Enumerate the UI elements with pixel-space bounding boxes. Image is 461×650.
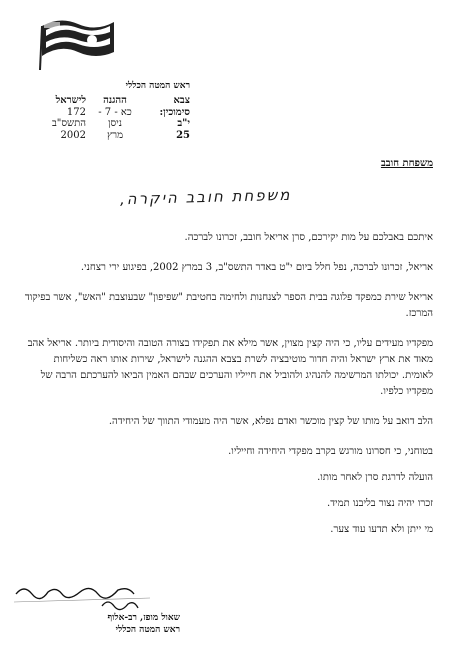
ref-cell: 25 [176, 129, 190, 141]
ref-cell: 172 [66, 106, 86, 118]
ref-cell: 2002 [60, 129, 86, 141]
ref-cell: צבא [173, 95, 190, 106]
reference-row [16, 130, 190, 142]
paragraph: מפקדיו מעידים עליו, כי היה קצין מצוין, אשר מילא את תפקידו בצורה הטובה והיסודית ביותר. אריאל אהב מאוד את ארץ ישראל והיה חדור מוטיבציה לשרת בצבא ההגנה לישראל, שירות אותו ראה כשליחות לאומית. יכולתו המרשימה להנהיג ולהוביל את חייליו והערכים שבהם האמין הביאו להערכתם הרבה של מפקדיו כלפיו. [27, 338, 433, 397]
reference-row [16, 107, 190, 119]
paragraph: בטוחני, כי חסרונו מורגש בקרב מפקדי היחידה וחייליו. [228, 446, 433, 457]
paragraph: אריאל שירת כמפקד פלוגה בבית הספר לצנחנות ולחימה בחטיבת "שפיפון" שבעוצבת "האש", אשר בפיקוד המרכז. [24, 292, 433, 319]
paragraph: אריאל, זכרונו לברכה, נפל חלל ביום י"ט באדר התשס"ב, 3 במרץ 2002, בפיגוע ירי רצחני. [80, 262, 433, 273]
office-title: ראש המטה הכללי [125, 81, 190, 91]
paragraph: זכרו יהיה נצור בליבנו תמיד. [327, 498, 433, 509]
signature-block [30, 612, 180, 636]
idf-flag-emblem [34, 12, 120, 76]
ref-cell: ההגנה [103, 95, 127, 106]
reference-row [16, 95, 190, 107]
paragraph: הועלה לדרגת סרן לאחר מותו. [317, 472, 433, 483]
paragraph: הלב דואב על מותו של קצין מוכשר ואדם נפלא, אשר היה מעמודי התווך של היחידה. [108, 416, 433, 427]
ref-cell: ניסן [107, 118, 123, 129]
ref-cell: סימוכין: [159, 106, 190, 118]
paragraph: איתכם באבלכם על מות יקירכם, סרן אריאל חובב, זכרונו לברכה. [184, 232, 433, 243]
letter-body [22, 230, 433, 548]
signatory-name: שאול מופז, רב-אלוף [107, 613, 180, 623]
reference-row [16, 118, 190, 130]
paragraph: מי ייתן ולא תדעו עוד צער. [330, 524, 433, 535]
signatory-title: ראש המטה הכללי [115, 625, 180, 635]
ref-cell: לישראל [55, 95, 86, 106]
reference-block [16, 95, 190, 141]
recipient-line: משפחת חובב [380, 158, 433, 169]
handwritten-greeting: משפחת חובב היקרה, [119, 185, 292, 209]
ref-cell: התשס"ב [51, 118, 86, 129]
ref-cell: מרץ [106, 129, 124, 141]
handwritten-signature [10, 582, 160, 616]
ref-cell: י"ב [177, 118, 190, 129]
ref-cell: כא - 7 - [98, 106, 132, 118]
